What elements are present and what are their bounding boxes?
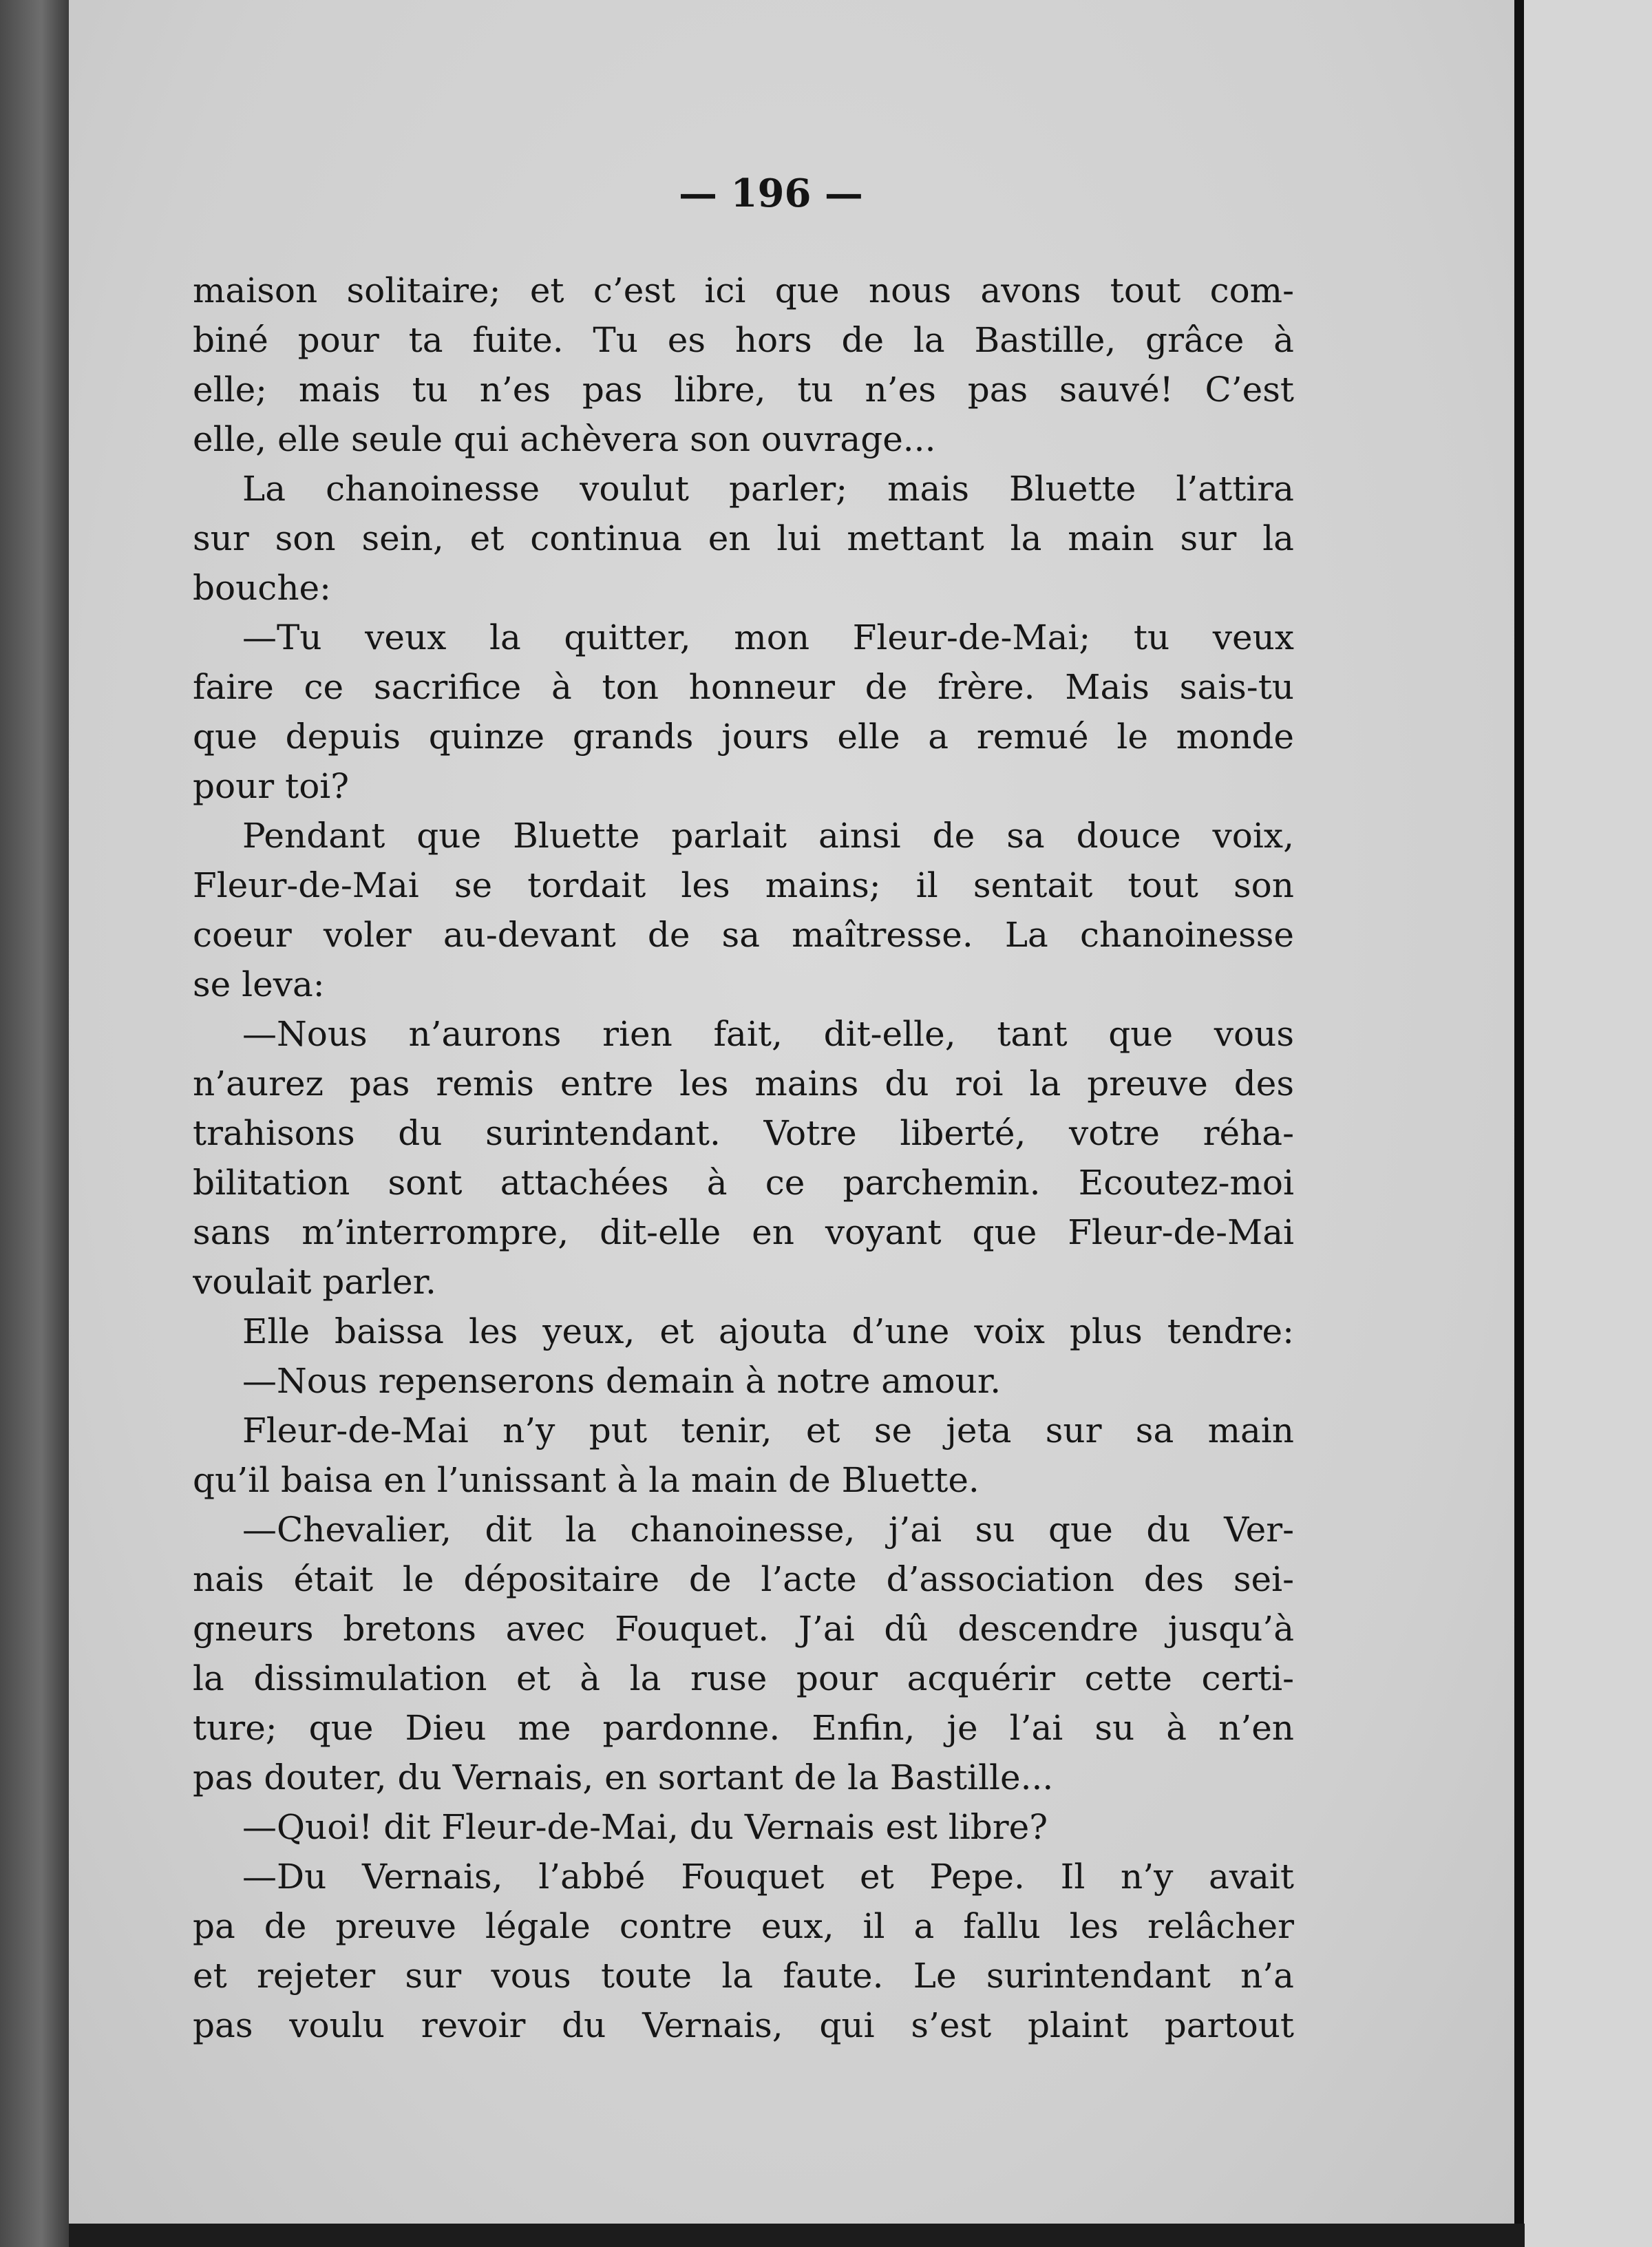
page-number: — 196 — [679, 171, 863, 216]
text-line: elle, elle seule qui achèvera son ouvrage... [193, 419, 936, 459]
text-line: gneurs bretons avec Fouquet. J’ai dû descendre jusqu’à [193, 1609, 1294, 1649]
text-line: pas voulu revoir du Vernais, qui s’est plaint partout [193, 2005, 1294, 2045]
text-line: maison solitaire; et c’est ici que nous avons tout com- [193, 271, 1294, 310]
left-scan-edge [0, 0, 69, 2247]
text-line: que depuis quinze grands jours elle a remué le monde [193, 717, 1294, 757]
text-line: La chanoinesse voulut parler; mais Bluette l’attira [242, 469, 1294, 509]
text-line: —Tu veux la quitter, mon Fleur-de-Mai; tu veux [242, 618, 1294, 657]
right-page-margin [1524, 0, 1652, 2247]
text-line: sur son sein, et continua en lui mettant la main sur la [193, 518, 1294, 558]
text-line: —Nous repenserons demain à notre amour. [242, 1361, 1002, 1401]
text-line: Pendant que Bluette parlait ainsi de sa douce voix, [242, 816, 1294, 856]
text-line: pas douter, du Vernais, en sortant de la Bastille... [193, 1758, 1054, 1797]
text-line: pa de preuve légale contre eux, il a fallu les relâcher [193, 1906, 1294, 1946]
text-line: Fleur-de-Mai n’y put tenir, et se jeta sur sa main [242, 1411, 1294, 1450]
text-line: —Du Vernais, l’abbé Fouquet et Pepe. Il n’y avait [242, 1857, 1294, 1897]
text-line: trahisons du surintendant. Votre liberté, votre réha- [193, 1113, 1294, 1153]
body-text [193, 266, 1294, 2050]
text-line: et rejeter sur vous toute la faute. Le surintendant n’a [193, 1956, 1294, 1996]
text-line: la dissimulation et à la ruse pour acquérir cette certi- [193, 1658, 1294, 1698]
text-line: bilitation sont attachées à ce parchemin. Ecoutez-moi [193, 1163, 1294, 1203]
text-line: —Nous n’aurons rien fait, dit-elle, tant que vous [242, 1014, 1294, 1054]
text-line: voulait parler. [193, 1262, 436, 1302]
text-line: nais était le dépositaire de l’acte d’association des sei- [193, 1559, 1294, 1599]
text-line: qu’il baisa en l’unissant à la main de Bluette. [193, 1460, 979, 1500]
text-line: —Chevalier, dit la chanoinesse, j’ai su que du Ver- [242, 1510, 1294, 1550]
text-line: elle; mais tu n’es pas libre, tu n’es pas sauvé! C’est [193, 370, 1294, 410]
page-binding-edge [1514, 0, 1524, 2247]
text-line: sans m’interrompre, dit-elle en voyant que Fleur-de-Mai [193, 1212, 1294, 1252]
text-line: se leva: [193, 964, 325, 1004]
text-line: biné pour ta fuite. Tu es hors de la Bastille, grâce à [193, 320, 1294, 360]
bottom-scan-edge [69, 2224, 1525, 2247]
text-line: Elle baissa les yeux, et ajouta d’une voix plus tendre: [242, 1311, 1294, 1351]
text-line: bouche: [193, 568, 331, 608]
text-line: faire ce sacrifice à ton honneur de frère. Mais sais-tu [193, 667, 1294, 707]
text-line: Fleur-de-Mai se tordait les mains; il sentait tout son [193, 865, 1294, 905]
text-line: n’aurez pas remis entre les mains du roi la preuve des [193, 1064, 1294, 1104]
text-line: —Quoi! dit Fleur-de-Mai, du Vernais est libre? [242, 1807, 1048, 1847]
text-line: pour toi? [193, 766, 350, 806]
text-line: ture; que Dieu me pardonne. Enfin, je l’ai su à n’en [193, 1708, 1294, 1748]
text-line: coeur voler au-devant de sa maîtresse. La chanoinesse [193, 915, 1294, 955]
